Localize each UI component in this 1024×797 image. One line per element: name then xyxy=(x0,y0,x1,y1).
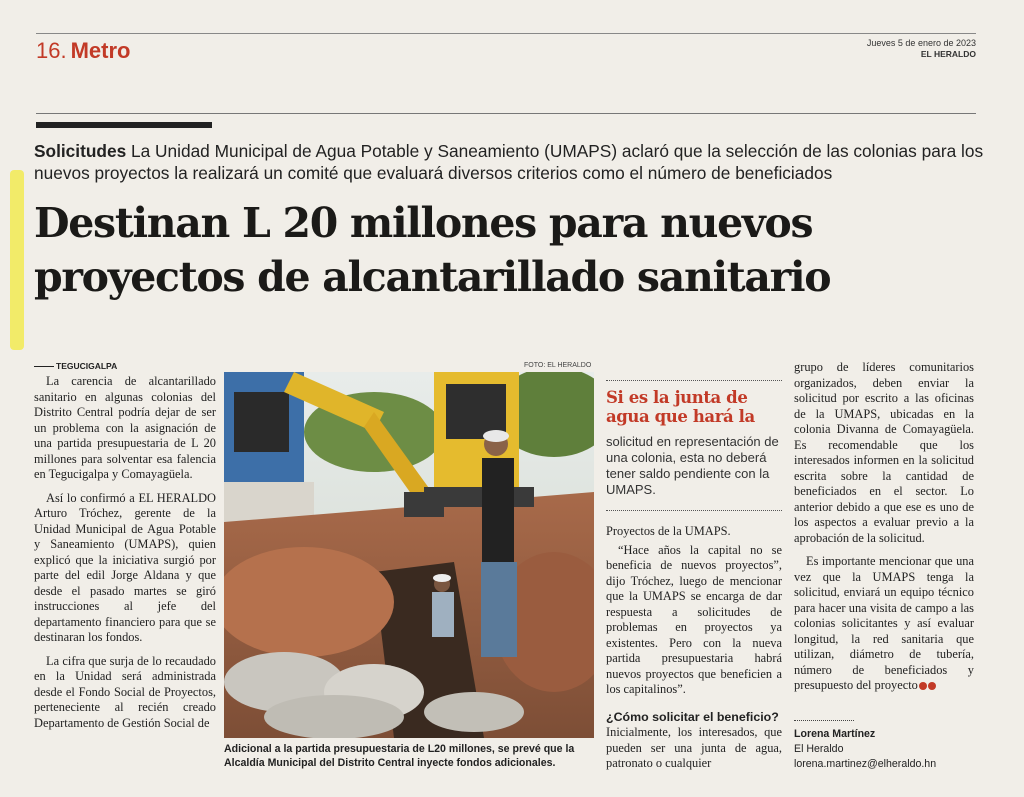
page-number: 16. xyxy=(36,38,67,63)
pullquote-body: solicitud en representación de una colonia, esta no deberá tener saldo pendiente con la UMAPS. xyxy=(606,434,779,497)
top-rule xyxy=(36,33,976,34)
issue-date: Jueves 5 de enero de 2023 xyxy=(866,38,976,48)
article-column-1 xyxy=(34,374,216,731)
photo-caption: Adicional a la partida presupuestaria de L20 millones, se prevé que la Alcaldía Municipal del Distrito Central inyecte fondos adicionales. xyxy=(224,743,575,769)
folio xyxy=(36,38,130,64)
photo-credit: FOTO: EL HERALDO xyxy=(524,362,592,369)
kicker-bar xyxy=(36,122,212,128)
kicker-text: La Unidad Municipal de Agua Potable y Saneamiento (UMAPS) aclaró que la selección de las colonias para los nuevos proyectos la realizará un comité que evaluará diversos criterios como el número de beneficiados xyxy=(34,141,984,183)
paragraph: La cifra que surja de lo recaudado en la Unidad será administrada desde el Fondo Social de Proyectos, perteneciente al recién creado Departamento de Gestión Social de xyxy=(34,653,216,730)
paragraph-text: Es importante mencionar que una vez que la UMAPS tenga la solicitud, enviará un equipo técnico para hacer una visita de campo a las colonias solicitantes y así evaluar longitud, la red sanitaria que utilizan, diámetro de tubería, número de beneficiados y presupuesto del proyecto xyxy=(794,554,974,692)
end-mark-icon xyxy=(919,682,927,690)
author-outlet: El Heraldo xyxy=(794,743,844,755)
headline xyxy=(34,196,994,304)
paragraph: Proyectos de la UMAPS. xyxy=(606,524,731,538)
news-photo xyxy=(224,372,594,738)
paragraph: grupo de líderes comunitarios organizados, deben enviar la solicitud por escrito a las oficinas de la UMAPS, ubicadas en la colonia Divanna de Comayagüela. Es recomendable que los interesados informen en la solicitud escrita sobre la cantidad de beneficiados en el sector. Lo anterior debido a que ese es uno de los aspectos a evaluar previo a la aprobación de la solicitud. xyxy=(794,360,974,545)
paragraph: Inicialmente, los interesados, que pueden ser una junta de agua, patronato o cualquier xyxy=(606,725,782,770)
end-mark-icon xyxy=(928,682,936,690)
paragraph: Así lo confirmó a EL HERALDO Arturo Tróchez, gerente de la Unidad Municipal de Agua Potable y Saneamiento (UMAPS), quien explicó que la iniciativa surgió por parte del edil Jorge Aldana y que desde el pasado martes se giró instrucciones al jefe del departamento financiero para que se destinaran los fondos. xyxy=(34,490,216,644)
article-column-4 xyxy=(794,360,974,694)
article-column-3 xyxy=(606,524,782,772)
kicker xyxy=(34,140,984,184)
issue-info xyxy=(867,38,976,60)
headline-line-2: proyectos de alcantarillado sanitario xyxy=(34,253,831,301)
subhead: ¿Cómo solicitar el beneficio? xyxy=(606,709,779,724)
pullquote-bottom-rule xyxy=(606,510,782,511)
headline-line-1: Destinan L 20 millones para nuevos xyxy=(34,199,813,247)
divider-rule xyxy=(36,113,976,114)
kicker-lead: Solicitudes xyxy=(34,141,127,161)
pullquote-top-rule xyxy=(606,380,782,381)
author-email: lorena.martinez@elheraldo.hn xyxy=(794,758,937,770)
publication-name: EL HERALDO xyxy=(920,49,976,59)
byline xyxy=(794,720,984,772)
pullquote-title: Si es la junta de agua que hará la xyxy=(606,388,755,426)
byline-separator xyxy=(794,720,854,721)
paragraph: La carencia de alcantarillado sanitario en algunas colonias del Distrito Central podría dejar de ser un problema con la asignación de una partida presupuestaria de L 20 millones para solventar esa falencia en Tegucigalpa y Comayagüela. xyxy=(34,374,216,481)
section-name: Metro xyxy=(70,38,131,63)
paragraph xyxy=(794,554,974,694)
paragraph: “Hace años la capital no se beneficia de nuevos proyectos”, dijo Tróchez, luego de mencionar que la UMAPS se encarga de dar respuesta a solicitudes de problemas en proyectos ya existentes. Pero con la nueva partida presupuestaria habrá nuevos proyectos que beneficien a los capitalinos”. xyxy=(606,542,782,696)
excavation-photo-illustration xyxy=(224,372,594,738)
dateline-place: TEGUCIGALPA xyxy=(34,361,117,371)
author-name: Lorena Martínez xyxy=(794,728,876,740)
highlighter-mark xyxy=(10,170,24,350)
